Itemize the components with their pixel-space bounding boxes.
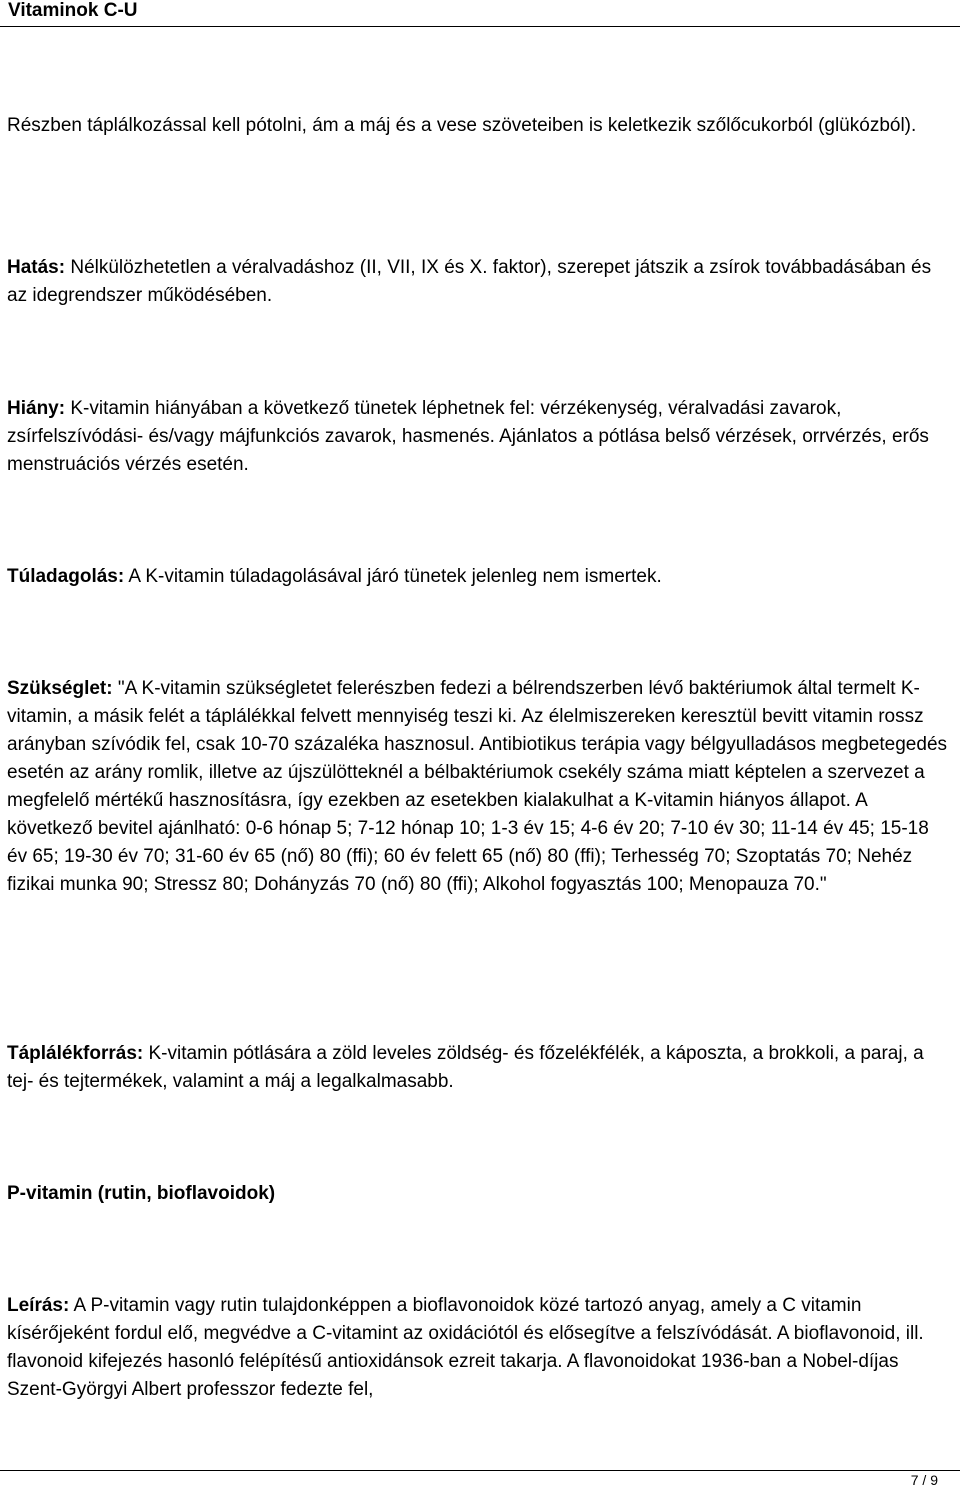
page-header <box>0 0 960 26</box>
footer-divider <box>0 1470 960 1471</box>
document-title: Vitaminok C-U <box>8 0 138 21</box>
paragraph-description <box>7 1292 952 1404</box>
page-number: 7 / 9 <box>910 1472 938 1488</box>
paragraph-text: Részben táplálkozással kell pótolni, ám a máj és a vese szöveteiben is keletkezik szőlőcukorból (glükózból). <box>7 115 917 136</box>
requirement-label: Szükséglet: <box>7 678 113 699</box>
description-text: A P-vitamin vagy rutin tulajdonképpen a bioflavonoidok közé tartozó anyag, amely a C vitamin kísérőjeként fordul elő, megvédve a C-vitamint az oxidációtól és elősegítve a felszívódását. A bioflavonoid, ill. flavonoid kifejezés hasonló felépítésű antioxidánsok ezreit takarja. A flavonoidokat 1936-ban a Nobel-díjas Szent-Györgyi Albert professzor fedezte fel, <box>7 1295 924 1400</box>
food-source-label: Táplálékforrás: <box>7 1043 144 1064</box>
overdose-label: Túladagolás: <box>7 566 125 587</box>
deficiency-label: Hiány: <box>7 398 66 419</box>
effect-text: Nélkülözhetetlen a véralvadáshoz (II, VII, IX és X. faktor), szerepet játszik a zsírok továbbadásában és az idegrendszer működésében. <box>7 257 932 306</box>
paragraph-food-source <box>7 1040 952 1096</box>
effect-label: Hatás: <box>7 257 66 278</box>
paragraph-deficiency <box>7 395 952 479</box>
food-source-text: K-vitamin pótlására a zöld leveles zöldség- és főzelékfélék, a káposzta, a brokkoli, a paraj, a tej- és tejtermékek, valamint a máj a legalkalmasabb. <box>7 1043 924 1092</box>
description-label: Leírás: <box>7 1295 70 1316</box>
paragraph-glucose <box>7 112 952 140</box>
paragraph-effect <box>7 254 952 310</box>
section-heading-text: P-vitamin (rutin, bioflavoidok) <box>7 1183 276 1204</box>
paragraph-overdose <box>7 563 952 591</box>
deficiency-text: K-vitamin hiányában a következő tünetek léphetnek fel: vérzékenység, véralvadási zavarok, zsírfelszívódási- és/vagy májfunkciós zavarok, hasmenés. Ajánlatos a pótlása belső vérzések, orrvérzés, erős menstruációs vérzés esetén. <box>7 398 929 475</box>
overdose-text: A K-vitamin túladagolásával járó tünetek jelenleg nem ismertek. <box>124 566 662 587</box>
requirement-text: "A K-vitamin szükségletet felerészben fedezi a bélrendszerben lévő baktériumok által termelt K-vitamin, a másik felét a táplálékkal felvett mennyiség teszi ki. Az élelmiszereken keresztül bevitt vitamin rossz arányban szívódik fel, csak 10-70 százaléka hasznosul. Antibiotikus terápia vagy bélgyulladásos megbetegedés esetén az arány romlik, illetve az újszülötteknél a bélbaktériumok csekély száma miatt képtelen a szervezet a megfelelő mértékű hasznosításra, így ezekben az esetekben kialakulhat a K-vitamin hiányos állapot. A következő bevitel ajánlható: 0-6 hónap 5; 7-12 hónap 10; 1-3 év 15; 4-6 év 20; 7-10 év 30; 11-14 év 45; 15-18 év 65; 19-30 év 70; 31-60 év 65 (nő) 80 (ffi); 60 év felett 65 (nő) 80 (ffi); Terhesség 70; Szoptatás 70; Nehéz fizikai munka 90; Stressz 80; Dohányzás 70 (nő) 80 (ffi); Alkohol fogyasztás 100; Menopauza 70." <box>7 678 948 895</box>
header-divider <box>0 26 960 27</box>
section-heading-p-vitamin <box>7 1180 952 1208</box>
paragraph-requirement <box>7 675 952 899</box>
